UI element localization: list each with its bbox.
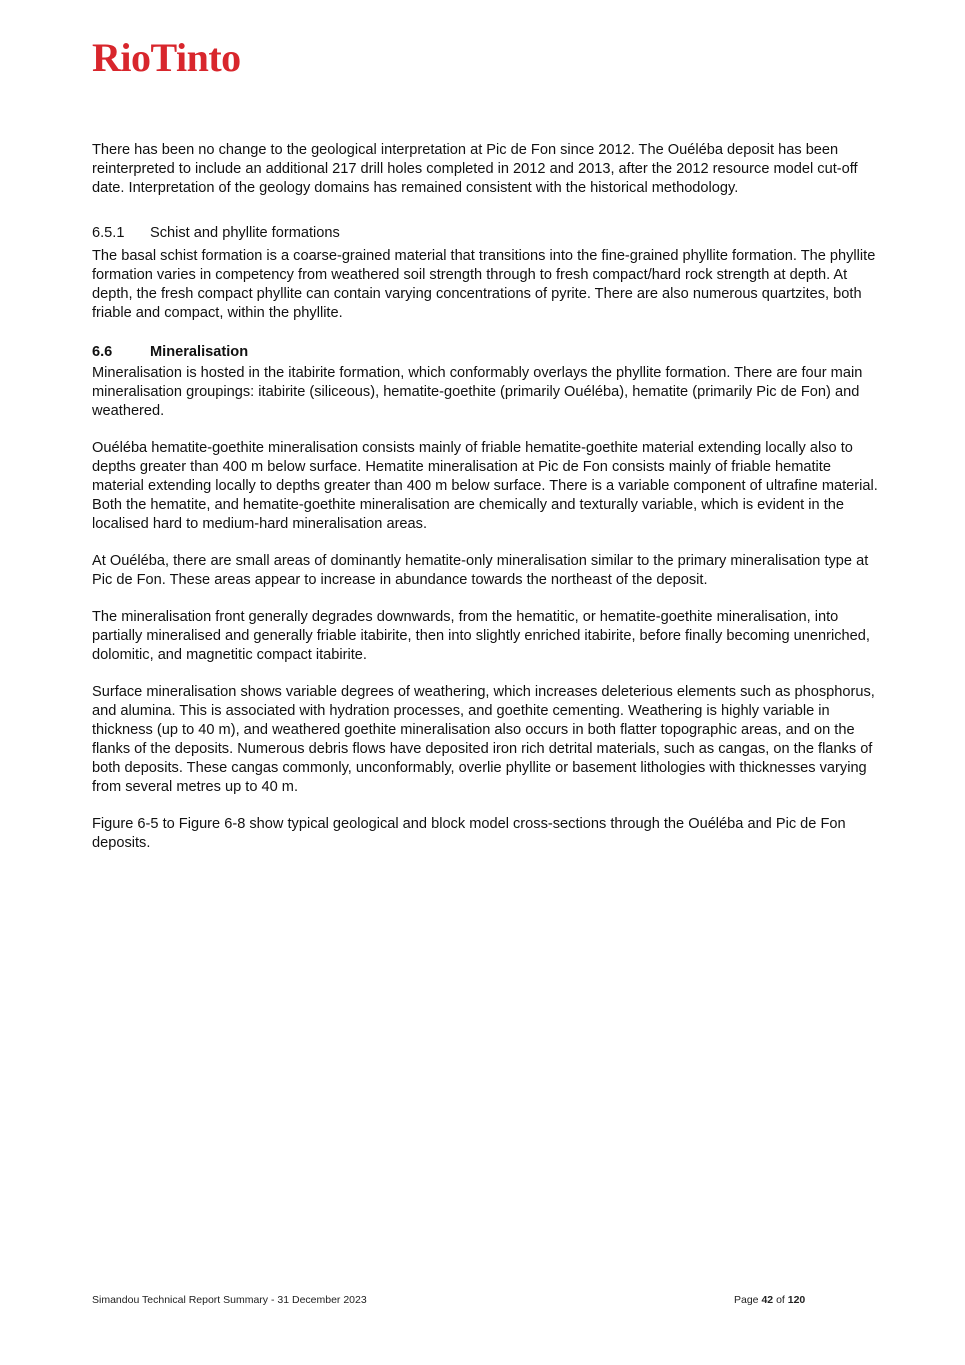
page-total: 120 xyxy=(787,1294,806,1306)
page-prefix: Page xyxy=(734,1294,759,1306)
schist-phyllite-paragraph: The basal schist formation is a coarse-grained material that transitions into the fine-grained phyllite formation. The phyllite formation varies in competency from weathered soil strength through to fresh compact/hard rock strength at depth. At depth, the fresh compact phyllite can contain varying concentrations of pyrite. There are also numerous quartzites, both friable and compact, within the phyllite. xyxy=(92,248,876,321)
subsection-number: 6.5.1 xyxy=(92,225,125,241)
footer-page-number xyxy=(734,1294,805,1306)
mineralisation-paragraph: At Ouéléba, there are small areas of dominantly hematite-only mineralisation similar to the primary mineralisation type at Pic de Fon. These areas appear to increase in abundance towards the northeast of the deposit. xyxy=(92,553,869,588)
page-of: of xyxy=(776,1294,785,1306)
subsection-title: Schist and phyllite formations xyxy=(150,225,340,241)
subsection-heading-6-5-1 xyxy=(92,224,882,243)
page-current: 42 xyxy=(761,1294,774,1306)
mineralisation-paragraph: Surface mineralisation shows variable degrees of weathering, which increases deleterious elements such as phosphorus, and alumina. This is associated with hydration processes, and goethite cementing. Weathering is highly variable in thickness (up to 40 m), and weathered goethite mineralisation also occurs in both flatter topographic areas, and on the flanks of the deposits. Numerous debris flows have deposited iron rich detrital materials, such as cangas, on the flanks of both deposits. These cangas commonly, unconformably, overlie phyllite or basement lithologies with thicknesses varying from several metres up to 40 m. xyxy=(92,684,875,795)
section-title: Mineralisation xyxy=(150,344,249,360)
section-number: 6.6 xyxy=(92,344,113,360)
section-heading-6-6 xyxy=(92,343,882,362)
mineralisation-paragraph: Mineralisation is hosted in the itabirite formation, which conformably overlays the phyllite formation. There are four main mineralisation groupings: itabirite (siliceous), hematite-goethite (primarily Ouéléba), hematite (primarily Pic de Fon) and weathered. xyxy=(92,365,863,419)
intro-paragraph: There has been no change to the geological interpretation at Pic de Fon since 2012. The Ouéléba deposit has been reinterpreted to include an additional 217 drill holes completed in 2012 and 2013, after the 2012 resource model cut-off date. Interpretation of the geology domains has remained consistent with the historical methodology. xyxy=(92,142,858,196)
mineralisation-paragraph: The mineralisation front generally degrades downwards, from the hematitic, or hematite-goethite mineralisation, into partially mineralised and generally friable itabirite, then into slightly enriched itabirite, before finally becoming unenriched, dolomitic, and magnetitic compact itabirite. xyxy=(92,609,870,663)
page-body xyxy=(92,141,882,871)
figure-reference-paragraph: Figure 6-5 to Figure 6-8 show typical geological and block model cross-sections through the Ouéléba and Pic de Fon deposits. xyxy=(92,816,846,851)
mineralisation-paragraph: Ouéléba hematite-goethite mineralisation consists mainly of friable hematite-goethite material extending locally also to depths greater than 400 m below surface. Hematite mineralisation at Pic de Fon consists mainly of friable hematite material extending locally to depths greater than 400 m below surface. There is a variable component of ultrafine material. Both the hematite, and hematite-goethite mineralisation are chemically and texturally variable, which is evident in the localised hard to medium-hard mineralisation areas. xyxy=(92,440,878,532)
footer-report-title: Simandou Technical Report Summary - 31 December 2023 xyxy=(92,1294,367,1306)
rio-tinto-logo: RioTinto xyxy=(92,35,241,80)
